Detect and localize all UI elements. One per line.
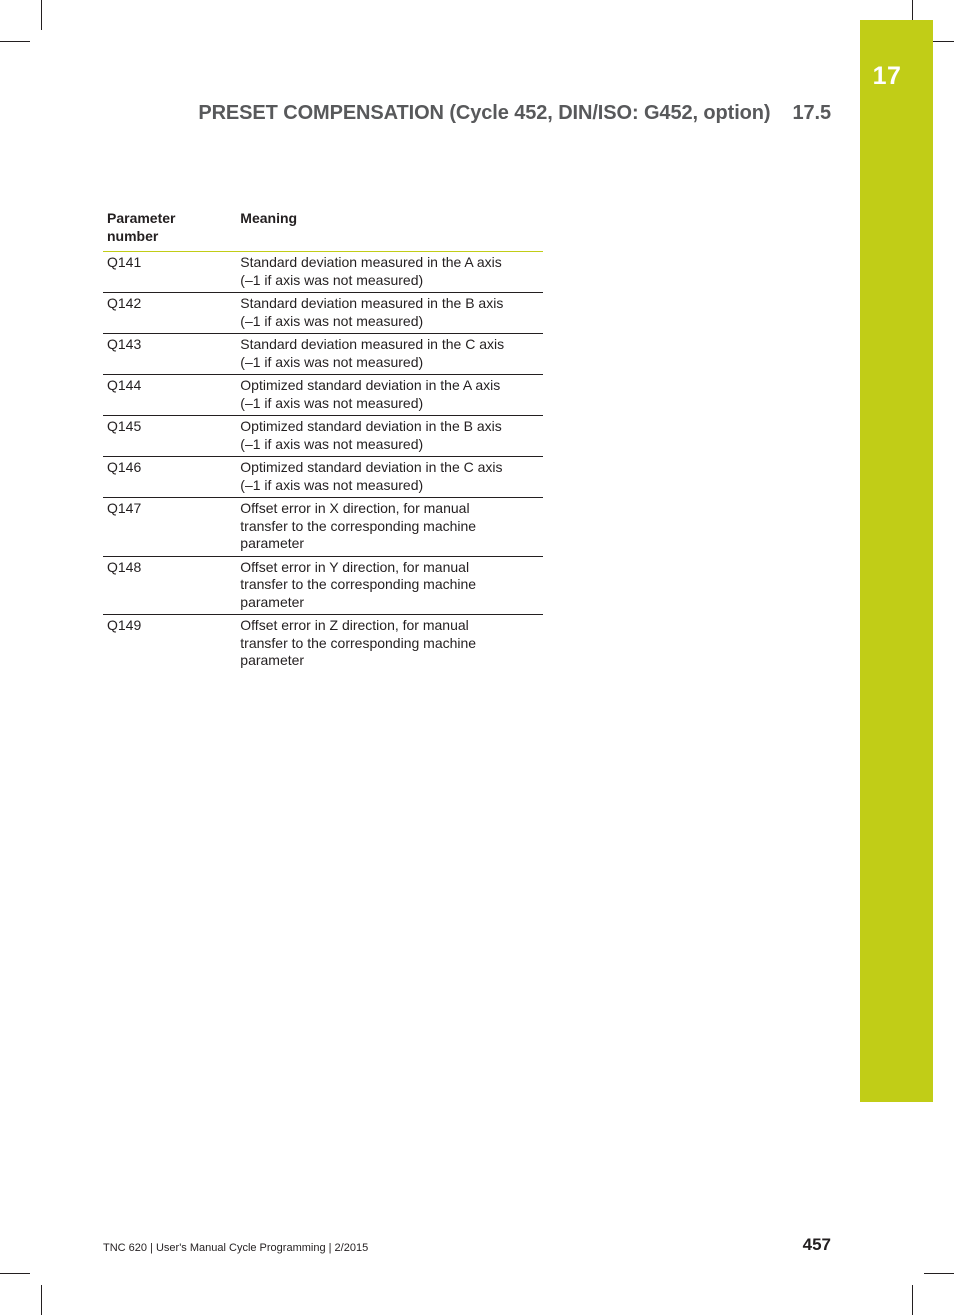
meaning-cell: Standard deviation measured in the A axis (–1 if axis was not measured) bbox=[236, 252, 543, 293]
parameter-cell: Q143 bbox=[103, 334, 236, 375]
parameter-table bbox=[103, 210, 543, 673]
parameter-cell: Q145 bbox=[103, 416, 236, 457]
crop-mark bbox=[912, 1285, 913, 1315]
table-row bbox=[103, 334, 543, 375]
footer-text: TNC 620 | User's Manual Cycle Programming | 2/2015 bbox=[103, 1242, 369, 1254]
parameter-cell: Q149 bbox=[107, 617, 142, 633]
table-row bbox=[103, 615, 543, 673]
parameter-cell: Q146 bbox=[103, 457, 236, 498]
crop-mark bbox=[0, 41, 30, 42]
table-row bbox=[103, 498, 543, 557]
parameter-cell: Q141 bbox=[103, 252, 236, 293]
meaning-cell: Standard deviation measured in the B axis (–1 if axis was not measured) bbox=[236, 293, 543, 334]
meaning-cell: Offset error in Z direction, for manual transfer to the corresponding machine parameter bbox=[240, 617, 477, 668]
meaning-cell: Optimized standard deviation in the A axis (–1 if axis was not measured) bbox=[236, 375, 543, 416]
page-header bbox=[198, 102, 831, 125]
crop-mark bbox=[0, 1273, 30, 1274]
meaning-cell: Optimized standard deviation in the C axis (–1 if axis was not measured) bbox=[236, 457, 543, 498]
column-header-parameter: Parameter number bbox=[103, 210, 236, 252]
meaning-cell: Offset error in X direction, for manual transfer to the corresponding machine parameter bbox=[236, 498, 543, 557]
meaning-cell: Offset error in Y direction, for manual transfer to the corresponding machine parameter bbox=[236, 556, 543, 615]
page-number: 457 bbox=[802, 1235, 831, 1254]
meaning-cell: Standard deviation measured in the C axis (–1 if axis was not measured) bbox=[236, 334, 543, 375]
column-header-meaning: Meaning bbox=[236, 210, 543, 252]
parameter-cell: Q147 bbox=[103, 498, 236, 557]
table-row bbox=[103, 556, 543, 615]
crop-mark bbox=[924, 1273, 954, 1274]
table-row bbox=[103, 457, 543, 498]
chapter-number: 17 bbox=[872, 62, 902, 90]
table-row bbox=[103, 375, 543, 416]
section-title: PRESET COMPENSATION (Cycle 452, DIN/ISO: G452, option) bbox=[198, 102, 771, 124]
parameter-cell: Q148 bbox=[103, 556, 236, 615]
table-header-row bbox=[103, 210, 543, 252]
table-row bbox=[103, 252, 543, 293]
table-row bbox=[103, 293, 543, 334]
meaning-cell: Optimized standard deviation in the B axis (–1 if axis was not measured) bbox=[236, 416, 543, 457]
section-number: 17.5 bbox=[792, 102, 831, 124]
chapter-tab bbox=[860, 20, 933, 1102]
parameter-cell: Q142 bbox=[103, 293, 236, 334]
crop-mark bbox=[41, 1285, 42, 1315]
table-row bbox=[103, 416, 543, 457]
parameter-cell: Q144 bbox=[103, 375, 236, 416]
crop-mark bbox=[41, 0, 42, 30]
